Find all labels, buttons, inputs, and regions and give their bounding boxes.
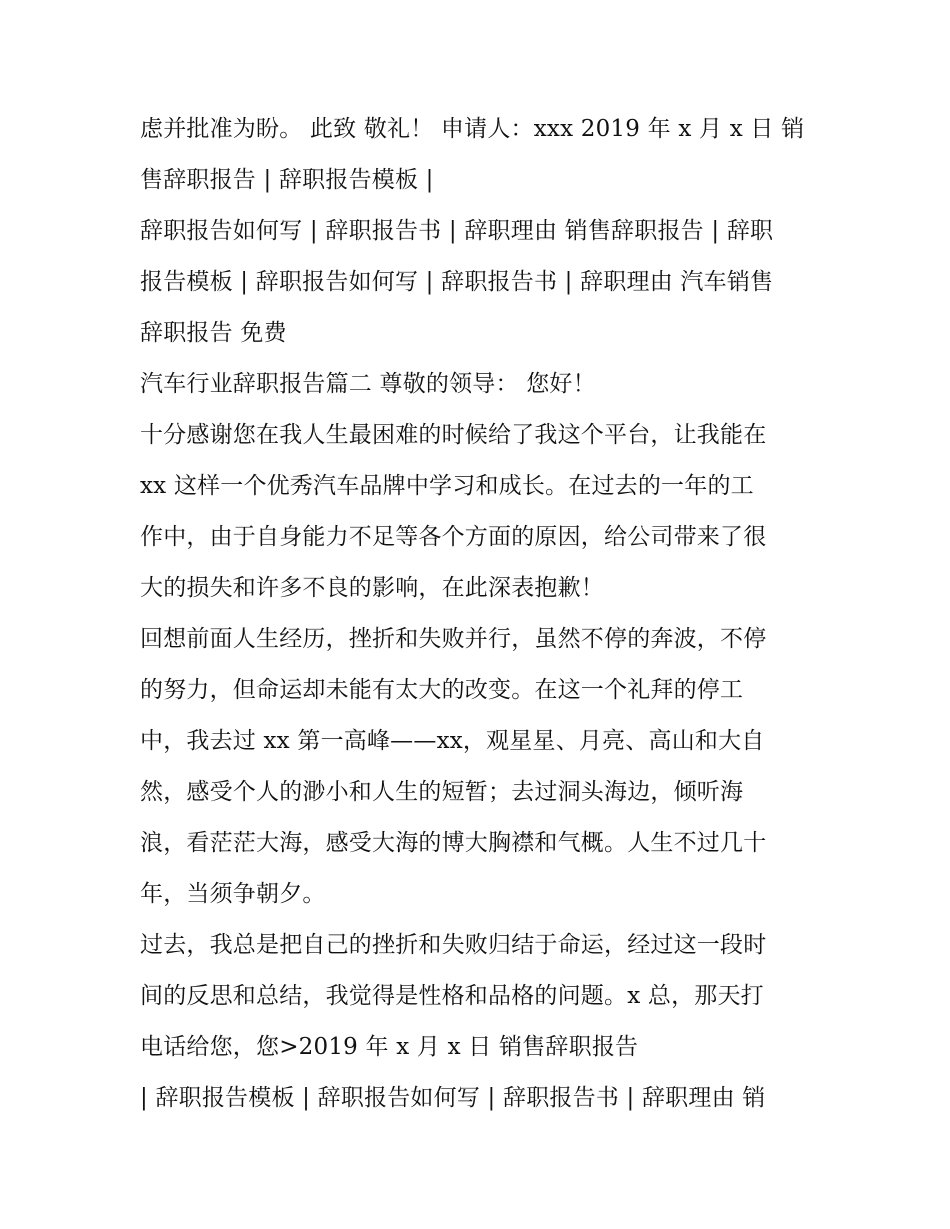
text-line-13: 中，我去过 xx 第一高峰——xx，观星星、月亮、高山和大自 (140, 728, 765, 754)
text-line-7: 十分感谢您在我人生最困难的时候给了我这个平台，让我能在 (140, 422, 767, 448)
text-line-19: 电话给您，您>2019 年 x 月 x 日 销售辞职报告 (140, 1034, 639, 1060)
text-line-17: 过去，我总是把自己的挫折和失败归结于命运，经过这一段时 (140, 932, 767, 958)
text-line-20: | 辞职报告模板 | 辞职报告如何写 | 辞职报告书 | 辞职理由 销 (140, 1085, 766, 1111)
text-line-15: 浪，看茫茫大海，感受大海的博大胸襟和气概。人生不过几十 (140, 830, 767, 856)
text-line-3: 辞职报告如何写 | 辞职报告书 | 辞职理由 销售辞职报告 | 辞职 (140, 218, 774, 244)
section-heading: 汽车行业辞职报告篇二 尊敬的领导： 您好！ (140, 371, 596, 397)
text-line-11: 回想前面人生经历，挫折和失败并行，虽然不停的奔波，不停 (140, 626, 767, 652)
text-line-2: 售辞职报告 | 辞职报告模板 | (140, 167, 434, 193)
text-line-10: 大的损失和许多不良的影响，在此深表抱歉！ (140, 575, 604, 601)
text-line-5: 辞职报告 免费 (140, 320, 287, 346)
text-line-14: 然，感受个人的渺小和人生的短暂；去过洞头海边，倾听海 (140, 779, 744, 805)
text-line-4: 报告模板 | 辞职报告如何写 | 辞职报告书 | 辞职理由 汽车销售 (140, 269, 774, 295)
text-line-18: 间的反思和总结，我觉得是性格和品格的问题。x 总，那天打 (140, 983, 764, 1009)
text-line-16: 年，当须争朝夕。 (140, 881, 326, 907)
text-line-1: 虑并批准为盼。 此致 敬礼！ 申请人：xxx 2019 年 x 月 x 日 销 (140, 116, 805, 142)
text-line-9: 作中，由于自身能力不足等各个方面的原因，给公司带来了很 (140, 524, 767, 550)
document-body (140, 104, 830, 1124)
text-line-8: xx 这样一个优秀汽车品牌中学习和成长。在过去的一年的工 (140, 473, 754, 499)
text-line-12: 的努力，但命运却未能有太大的改变。在这一个礼拜的停工 (140, 677, 744, 703)
